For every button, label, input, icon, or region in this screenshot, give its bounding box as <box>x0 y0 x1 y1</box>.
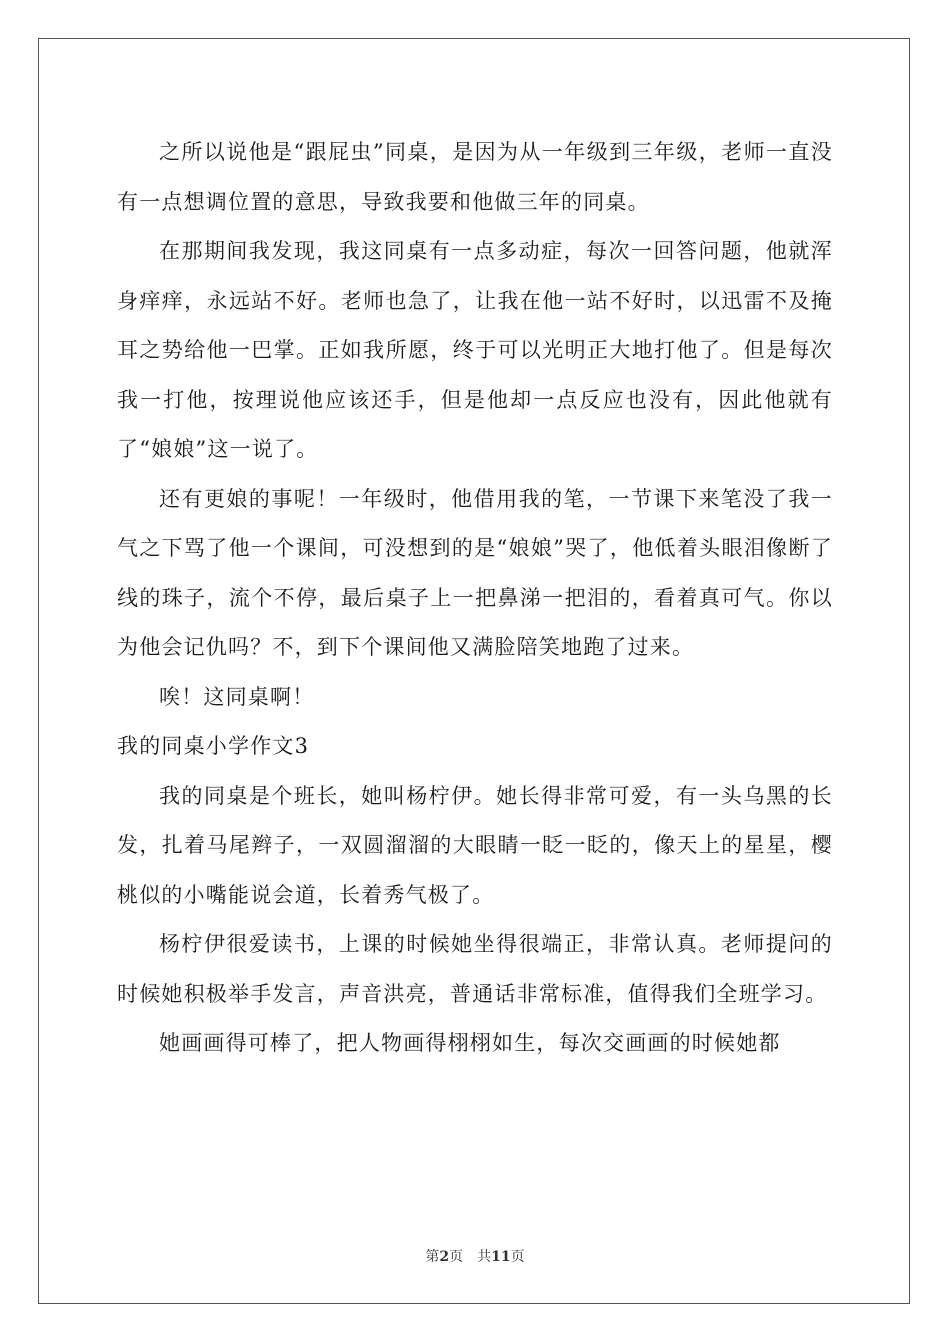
paragraph-6: 杨柠伊很爱读书，上课的时候她坐得很端正，非常认真。老师提问的时候她积极举手发言，声音洪亮，普通话非常标准，值得我们全班学习。 <box>117 932 833 1006</box>
paragraph-1: 之所以说他是“跟屁虫”同桌，是因为从一年级到三年级，老师一直没有一点想调位置的意思，导致我要和他做三年的同桌。 <box>117 140 833 214</box>
total-suffix: 页 <box>510 1249 525 1265</box>
paragraph-4: 唉！这同桌啊！ <box>159 684 315 709</box>
page-current: 2 <box>439 1249 450 1265</box>
page-total: 11 <box>491 1249 511 1265</box>
page-prefix: 第 <box>425 1249 440 1265</box>
paragraph-7: 她画画得可棒了，把人物画得栩栩如生，每次交画画的时候她都 <box>159 1031 781 1055</box>
document-body <box>117 128 833 1069</box>
page-footer <box>0 1246 950 1266</box>
paragraph-3: 还有更娘的事呢！一年级时，他借用我的笔，一节课下来笔没了我一气之下骂了他一个课间，可没想到的是“娘娘”哭了，他低着头眼泪像断了线的珠子，流个不停，最后桌子上一把鼻涕一把泪的，看着真可气。你以为他会记仇吗？不，到下个课间他又满脸陪笑地跑了过来。 <box>117 486 833 659</box>
paragraph-2: 在那期间我发现，我这同桌有一点多动症，每次一回答问题，他就浑身痒痒，永远站不好。老师也急了，让我在他一站不好时，以迅雷不及掩耳之势给他一巴掌。正如我所愿，终于可以光明正大地打他了。但是每次我一打他，按理说他应该还手，但是他却一点反应也没有，因此他就有了“娘娘”这一说了。 <box>117 239 833 461</box>
section-heading: 我的同桌小学作文3 <box>117 734 310 758</box>
total-prefix: 共 <box>477 1249 492 1265</box>
page-suffix: 页 <box>449 1249 464 1265</box>
paragraph-5: 我的同桌是个班长，她叫杨柠伊。她长得非常可爱，有一头乌黑的长发，扎着马尾辫子，一双圆溜溜的大眼睛一眨一眨的，像天上的星星，樱桃似的小嘴能说会道，长着秀气极了。 <box>117 783 833 907</box>
